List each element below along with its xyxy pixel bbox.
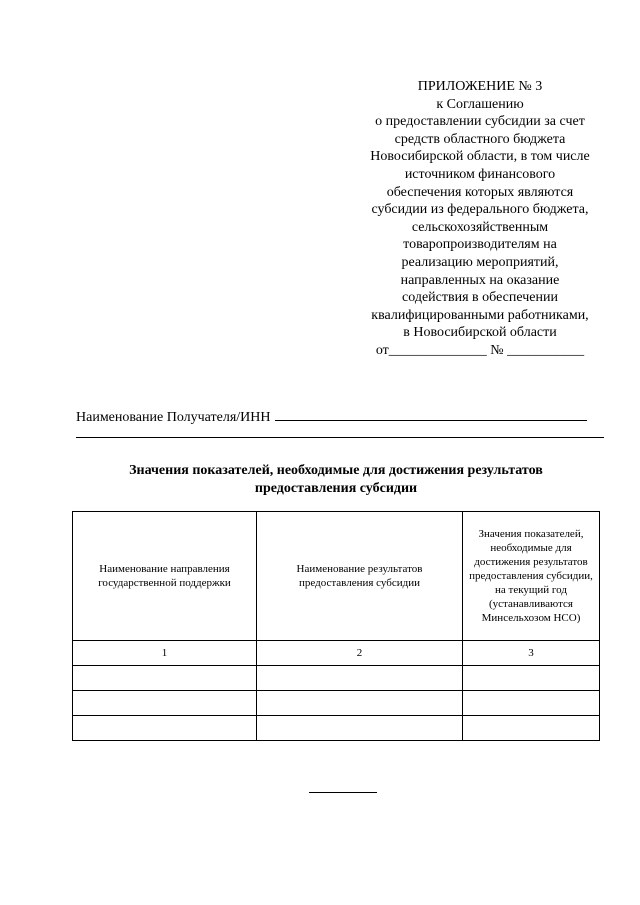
appendix-line: в Новосибирской области: [403, 325, 557, 341]
appendix-header: [355, 78, 605, 360]
header-indicator-values: Значения показателей, необходимые для достижения результатов предоставления субсидии, на текущий год (устанавливаются Минсельхозом НСО): [463, 512, 600, 641]
appendix-line: источником финансового: [404, 166, 556, 182]
recipient-continuation-line: [76, 437, 604, 438]
appendix-line: субсидии из федерального бюджета,: [371, 202, 589, 218]
indicators-table: [72, 511, 600, 741]
column-number: 3: [463, 641, 600, 666]
appendix-line: квалифицированными работниками,: [371, 307, 589, 323]
appendix-title: ПРИЛОЖЕНИЕ № 3: [417, 79, 543, 94]
recipient-label: Наименование Получателя/ИНН: [76, 410, 271, 425]
table-column-numbers-row: [73, 641, 600, 666]
table-cell: [73, 666, 257, 691]
appendix-line: к Соглашению: [436, 96, 524, 112]
appendix-line: реализацию мероприятий,: [401, 254, 559, 270]
appendix-line: Новосибирской области, в том числе: [370, 149, 590, 165]
appendix-line: обеспечения которых являются: [386, 184, 574, 200]
appendix-line: о предоставлении субсидии за счет: [375, 114, 585, 130]
table-cell: [257, 716, 463, 741]
table-title-line: предоставления субсидии: [254, 481, 418, 496]
appendix-line: товаропроизводителям на: [403, 237, 557, 253]
header-support-direction: Наименование направления государственной поддержки: [73, 512, 257, 641]
recipient-field: [76, 406, 606, 427]
recipient-blank-line: [275, 406, 587, 421]
appendix-line: направленных на оказание: [400, 272, 560, 288]
column-number: 1: [73, 641, 257, 666]
table-cell: [257, 666, 463, 691]
appendix-line: средств областного бюджета: [394, 131, 566, 147]
table-cell: [463, 666, 600, 691]
column-number: 2: [257, 641, 463, 666]
table-header-row: [73, 512, 600, 641]
table-title: [72, 462, 600, 498]
table-row: [73, 716, 600, 741]
table-row: [73, 691, 600, 716]
date-number-line: от______________ № ___________: [375, 342, 585, 358]
table-cell: [463, 691, 600, 716]
table-title-line: Значения показателей, необходимые для достижения результатов: [129, 463, 543, 478]
table-cell: [73, 691, 257, 716]
footer-separator-line: [309, 792, 377, 793]
header-results-name: Наименование результатов предоставления субсидии: [257, 512, 463, 641]
table-row: [73, 666, 600, 691]
table-cell: [257, 691, 463, 716]
table-cell: [463, 716, 600, 741]
appendix-line: содействия в обеспечении: [402, 290, 558, 306]
table-cell: [73, 716, 257, 741]
appendix-line: сельскохозяйственным: [411, 219, 549, 235]
